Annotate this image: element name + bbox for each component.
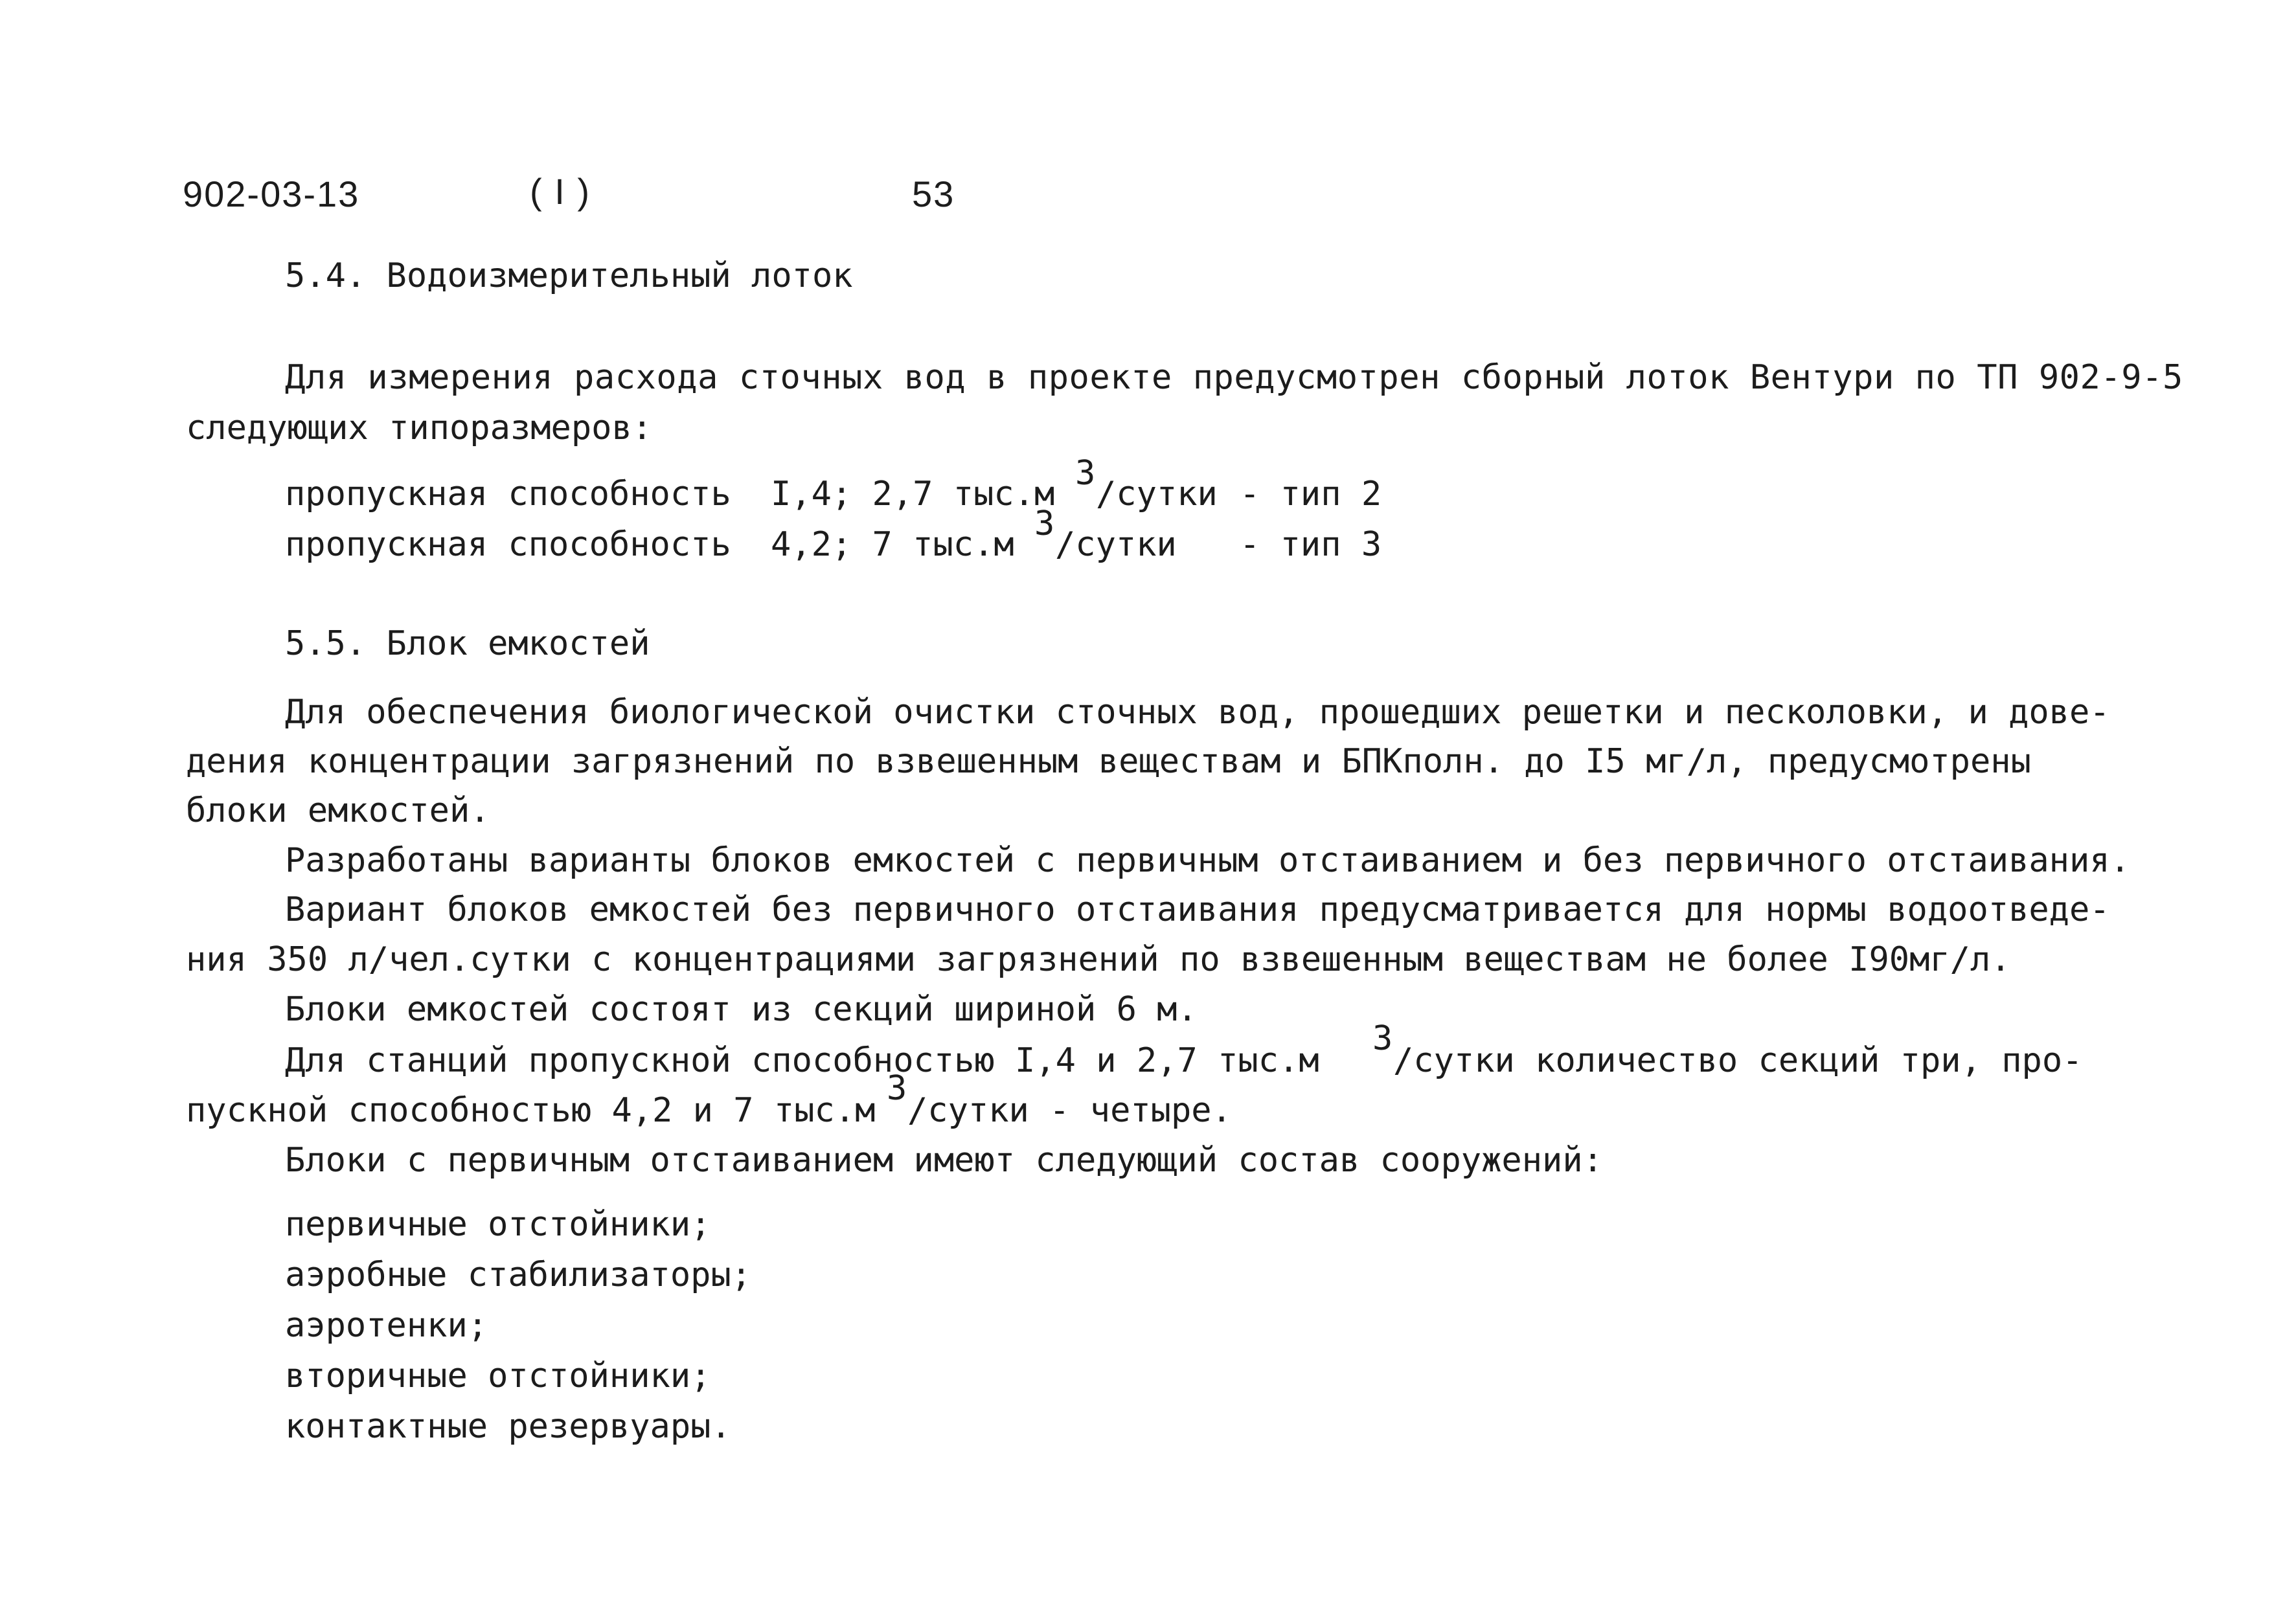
paragraph-line: Для измерения расхода сточных вод в проекте предусмотрен сборный лоток Вентури по ТП 902-9-5	[285, 358, 2183, 397]
capacity-label: пропускная способность	[285, 525, 731, 564]
exponent: 3	[1372, 1019, 1393, 1058]
paragraph-line: Разработаны варианты блоков емкостей с первичным отстаиванием и без первичного отстаивания.	[285, 841, 2130, 880]
capacity-unit: /сутки	[1055, 525, 1177, 564]
exponent: 3	[1075, 454, 1096, 493]
channel-type: - тип 3	[1240, 525, 1382, 564]
section-heading-5-4: 5.4. Водоизмерительный лоток	[285, 256, 853, 295]
paragraph-line: Блоки с первичным отстаиванием имеют следующий состав сооружений:	[285, 1141, 1603, 1180]
text-segment: /сутки - четыре.	[907, 1091, 1232, 1130]
page-number: 53	[912, 174, 955, 214]
exponent: 3	[1034, 504, 1055, 543]
paragraph-line: Вариант блоков емкостей без первичного отстаивания предусматривается для нормы водоотведе-	[285, 890, 2110, 929]
document-part: ( I )	[530, 171, 591, 212]
capacity-values: 4,2; 7 тыс.м	[771, 525, 1014, 564]
document-code: 902-03-13	[183, 174, 360, 214]
text-segment: Для станций пропускной способностью I,4 и 2,7 тыс.м	[285, 1041, 1319, 1080]
paragraph-line: Блоки емкостей состоят из секций шириной 6 м.	[285, 990, 1198, 1029]
paragraph-line: ния 350 л/чел.сутки с концентрациями загрязнений по взвешенным веществам не более I90мг/л.	[186, 940, 2011, 979]
paragraph-line: следующих типоразмеров:	[186, 409, 653, 447]
capacity-label: пропускная способность	[285, 475, 731, 513]
list-item: вторичные отстойники;	[285, 1357, 711, 1395]
list-item: аэробные стабилизаторы;	[285, 1256, 752, 1294]
list-item: контактные резервуары.	[285, 1407, 731, 1446]
section-heading-5-5: 5.5. Блок емкостей	[285, 624, 650, 663]
paragraph-line: блоки емкостей.	[186, 791, 490, 830]
text-segment: пускной способностью 4,2 и 7 тыс.м	[186, 1091, 876, 1130]
capacity-unit: /сутки	[1096, 475, 1218, 513]
list-item: первичные отстойники;	[285, 1205, 711, 1244]
capacity-values: I,4; 2,7 тыс.м	[771, 475, 1055, 513]
channel-type: - тип 2	[1240, 475, 1382, 513]
paragraph-line: Для обеспечения биологической очистки сточных вод, прошедших решетки и песколовки, и дове-	[285, 693, 2110, 732]
text-segment: /сутки количество секций три, про-	[1393, 1041, 2083, 1080]
paragraph-line: дения концентрации загрязнений по взвешенным веществам и БПКполн. до I5 мг/л, предусмотрены	[186, 742, 2031, 781]
exponent: 3	[887, 1069, 907, 1108]
list-item: аэротенки;	[285, 1306, 488, 1345]
